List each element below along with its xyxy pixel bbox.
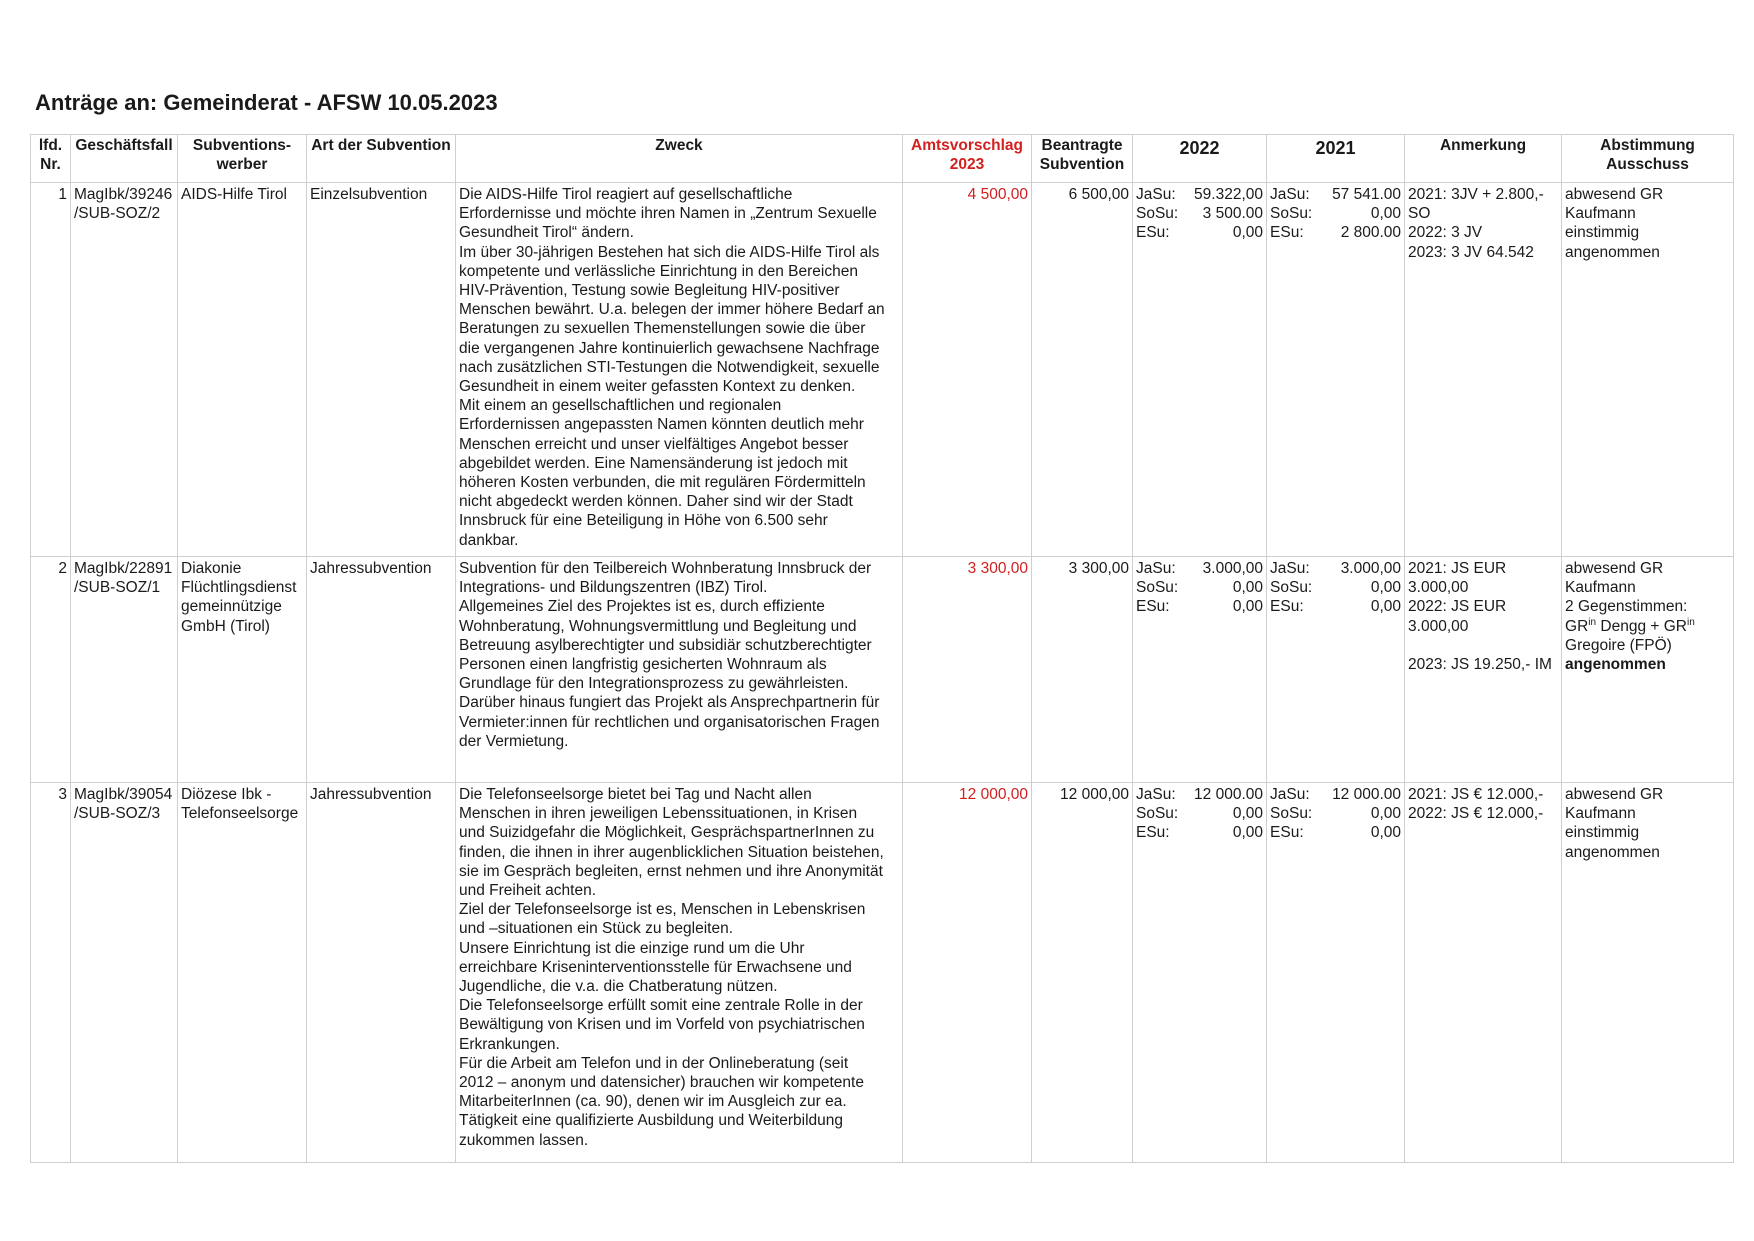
row-subventionswerber: Diakonie Flüchtlingsdienst gemeinnützige GmbH (Tirol) xyxy=(178,557,307,783)
row-zweck: Die Telefonseelsorge bietet bei Tag und Nacht allen Menschen in ihren jeweiligen Lebenssituationen, in Krisen und Suizidgefahr die Möglichkeit, GesprächspartnerInnen zu finden, die ihnen in ihrer augenblicklichen Situation beistehen, sie im Gespräch begleiten, ernst nehmen und ihre Anonymität und Freiheit achten. Ziel der Telefonseelsorge ist es, Menschen in Lebenskrisen und –situationen ein Stück zu begleiten. Unsere Einrichtung ist die einzige rund um die Uhr erreichbare Kriseninterventionsstelle für Erwachsene und Jugendliche, die v.a. die Chatberatung nützen. Die Telefonseelsorge erfüllt somit eine zentrale Rolle in der Bewältigung von Krisen und im Vorfeld von psychiatrischen Erkrankungen. Für die Arbeit am Telefon und in der Onlineberatung (seit 2012 – anonym und datensicher) brauchen wir kompetente MitarbeiterInnen (ca. 90), denen wir im Ausgleich zur ea. Tätigkeit eine qualifizierte Ausbildung und Weiterbildung zukommen lassen. xyxy=(456,783,903,1163)
col-header-subventionswerber: Subventions- werber xyxy=(178,135,307,183)
col-header-2022: 2022 xyxy=(1133,135,1267,183)
row-2021-values: 57 541.00 0,00 2 800.00 xyxy=(1321,183,1405,557)
row-nr: 1 xyxy=(31,183,71,557)
row-beantragte: 3 300,00 xyxy=(1032,557,1133,783)
row-2021-labels: JaSu: SoSu: ESu: xyxy=(1267,783,1321,1163)
row-amtsvorschlag: 3 300,00 xyxy=(903,557,1032,783)
row-2022-labels: JaSu: SoSu: ESu: xyxy=(1133,783,1183,1163)
row-2022-values: 3.000,00 0,00 0,00 xyxy=(1183,557,1267,783)
applications-table xyxy=(30,134,1734,1163)
row-beantragte: 12 000,00 xyxy=(1032,783,1133,1163)
row-2022-labels: JaSu: SoSu: ESu: xyxy=(1133,183,1183,557)
row-nr: 3 xyxy=(31,783,71,1163)
col-header-nr: lfd. Nr. xyxy=(31,135,71,183)
row-2021-values: 12 000.00 0,00 0,00 xyxy=(1321,783,1405,1163)
row-amtsvorschlag: 12 000,00 xyxy=(903,783,1032,1163)
row-art: Jahressubvention xyxy=(307,783,456,1163)
row-abstimmung: abwesend GR Kaufmann einstimmig angenommen xyxy=(1562,183,1734,557)
row-amtsvorschlag: 4 500,00 xyxy=(903,183,1032,557)
row-art: Einzelsubvention xyxy=(307,183,456,557)
row-2022-values: 59.322,00 3 500.00 0,00 xyxy=(1183,183,1267,557)
row-2021-values: 3.000,00 0,00 0,00 xyxy=(1321,557,1405,783)
col-header-art: Art der Subvention xyxy=(307,135,456,183)
row-subventionswerber: AIDS-Hilfe Tirol xyxy=(178,183,307,557)
header-row xyxy=(31,135,1734,183)
row-zweck: Die AIDS-Hilfe Tirol reagiert auf gesellschaftliche Erfordernisse und möchte ihren Namen in „Zentrum Sexuelle Gesundheit Tirol“ ändern. Im über 30-jährigen Bestehen hat sich die AIDS-Hilfe Tirol als kompetente und verlässliche Einrichtung in den Bereichen HIV-Prävention, Testung sowie Begleitung HIV-positiver Menschen bewährt. U.a. belegen der immer höhere Bedarf an Beratungen zu sexuellen Themenstellungen sowie die über die vergangenen Jahre kontinuierlich gewachsene Nachfrage nach zusätzlichen STI-Testungen die Notwendigkeit, sexuelle Gesundheit in einem weiter gefassten Kontext zu denken. Mit einem an gesellschaftlichen und regionalen Erfordernissen angepassten Namen könnten deutlich mehr Menschen erreicht und unser vielfältiges Angebot besser abgebildet werden. Eine Namensänderung ist jedoch mit höheren Kosten verbunden, die mit regulären Fördermitteln nicht abgedeckt werden können. Daher sind wir der Stadt Innsbruck für eine Beteiligung in Höhe von 6.500 sehr dankbar. xyxy=(456,183,903,557)
table-row xyxy=(31,557,1734,783)
row-geschaeftsfall: MagIbk/39246 /SUB-SOZ/2 xyxy=(71,183,178,557)
row-anmerkung: 2021: 3JV + 2.800,- SO 2022: 3 JV 2023: 3 JV 64.542 xyxy=(1405,183,1562,557)
row-anmerkung: 2021: JS EUR 3.000,00 2022: JS EUR 3.000,00 2023: JS 19.250,- IM xyxy=(1405,557,1562,783)
row-2021-labels: JaSu: SoSu: ESu: xyxy=(1267,557,1321,783)
table-row xyxy=(31,183,1734,557)
row-2021-labels: JaSu: SoSu: ESu: xyxy=(1267,183,1321,557)
col-header-amtsvorschlag: Amtsvorschlag 2023 xyxy=(903,135,1032,183)
row-geschaeftsfall: MagIbk/39054 /SUB-SOZ/3 xyxy=(71,783,178,1163)
row-geschaeftsfall: MagIbk/22891 /SUB-SOZ/1 xyxy=(71,557,178,783)
row-zweck: Subvention für den Teilbereich Wohnberatung Innsbruck der Integrations- und Bildungszentren (IBZ) Tirol. Allgemeines Ziel des Projektes ist es, durch effiziente Wohnberatung, Wohnungsvermittlung und Begleitung und Betreuung asylberechtigter und subsidiär schutzberechtigter Personen einen langfristig gesicherten Wohnraum als Grundlage für den Integrationsprozess zu gewährleisten. Darüber hinaus fungiert das Projekt als Ansprechpartnerin für Vermieter:innen für rechtlichen und organisatorischen Fragen der Vermietung. xyxy=(456,557,903,783)
row-2022-values: 12 000.00 0,00 0,00 xyxy=(1183,783,1267,1163)
table-row xyxy=(31,783,1734,1163)
col-header-2021: 2021 xyxy=(1267,135,1405,183)
col-header-anmerkung: Anmerkung xyxy=(1405,135,1562,183)
row-abstimmung: abwesend GR Kaufmann 2 Gegenstimmen: $GR^{in}$ Dengg + $GR^{in}$ Gregoire (FPÖ) angenommen xyxy=(1562,557,1734,783)
col-header-abstimmung: Abstimmung Ausschuss xyxy=(1562,135,1734,183)
row-nr: 2 xyxy=(31,557,71,783)
col-header-beantragte: Beantragte Subvention xyxy=(1032,135,1133,183)
row-2022-labels: JaSu: SoSu: ESu: xyxy=(1133,557,1183,783)
col-header-zweck: Zweck xyxy=(456,135,903,183)
row-abstimmung: abwesend GR Kaufmann einstimmig angenommen xyxy=(1562,783,1734,1163)
row-beantragte: 6 500,00 xyxy=(1032,183,1133,557)
row-anmerkung: 2021: JS € 12.000,- 2022: JS € 12.000,- xyxy=(1405,783,1562,1163)
page-title: Anträge an: Gemeinderat - AFSW 10.05.2023 xyxy=(35,90,498,115)
row-art: Jahressubvention xyxy=(307,557,456,783)
col-header-geschaeftsfall: Geschäftsfall xyxy=(71,135,178,183)
row-subventionswerber: Diözese Ibk - Telefonseelsorge xyxy=(178,783,307,1163)
